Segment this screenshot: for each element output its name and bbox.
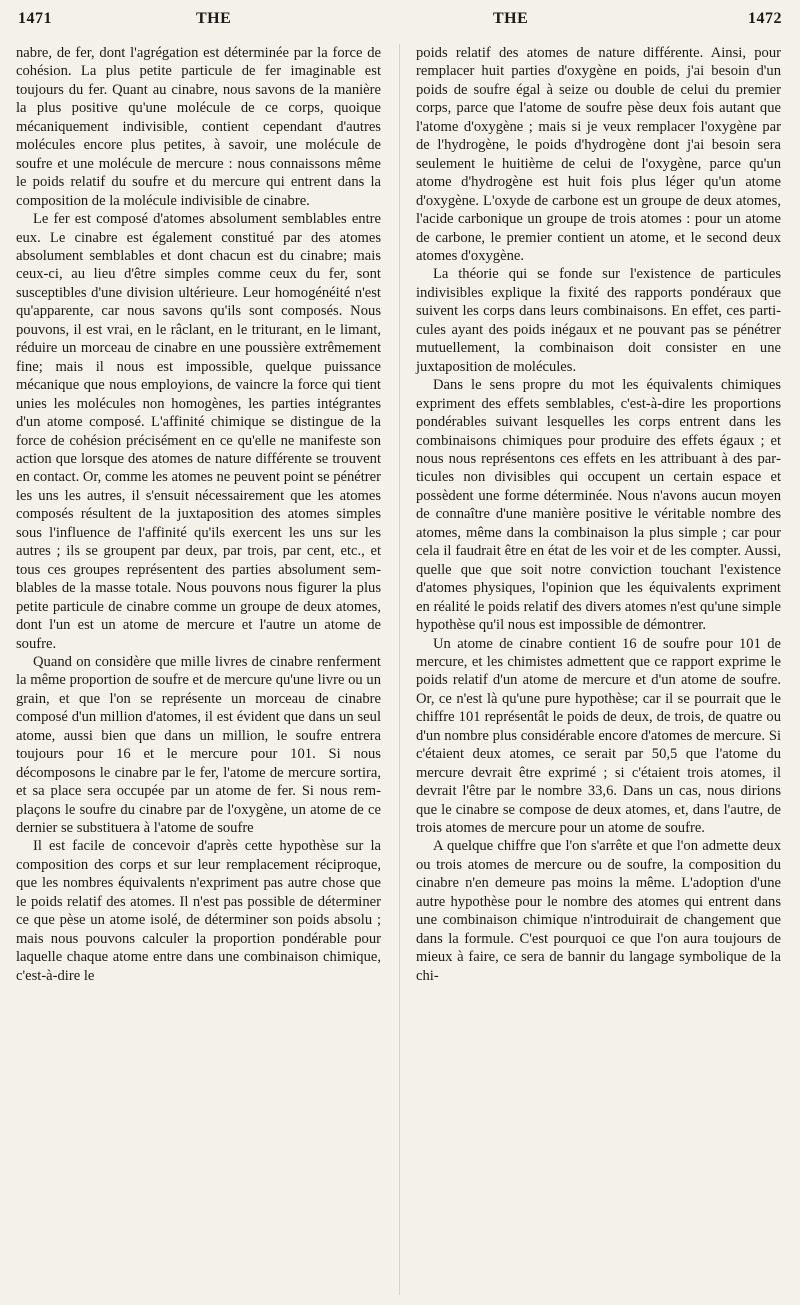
right-column	[416, 44, 781, 985]
paragraph: poids relatif des atomes de nature différente. Ainsi, pour remplacer huit parties d'oxygène en poids, j'ai besoin d'un poids de soufre égal à seize ou double de celui du premier corps, parce que l'atome de soufre pèse deux fois autant que l'atome d'oxygène ; mais si je veux remplacer l'oxygène par de l'hydrogène, le poids d'hydrogène dont j'ai besoin sera seulement le huitième de celui de l'oxygène, parce qu'un atome d'hydrogène est huit fois plus léger qu'un atome d'oxygène. L'oxyde de carbone est un groupe de deux atomes, l'acide carbonique un groupe de trois atomes : pour un atome de carbone, le premier contient un atome, et le second deux atomes d'oxygène.	[416, 45, 781, 264]
paragraph: Il est facile de concevoir d'après cette hypothèse sur la composition des corps et sur leur remplacement réciproque, que les nombres équivalents n'expriment pas autre chose que le poids relatif des atomes. Il n'est pas possible de déterminer ce que pèse un atome isolé, de déterminer son poids absolu ; mais nous pouvons calculer la proportion pondérable pour laquelle chaque atome entre dans une combinaison chimique, c'est-à-dire le	[16, 838, 381, 984]
left-running-title: THE	[196, 10, 232, 27]
right-running-title: THE	[493, 10, 529, 27]
left-page-number: 1471	[18, 10, 52, 27]
paragraph: nabre, de fer, dont l'agrégation est déterminée par la force de cohésion. La plus petite particule de fer imaginable est toujours du fer. Quant au cinabre, nous savons de la manière la plus positive qu'une molécule de ce corps, quoique mécaniquement indivisible, contient cependant d'autres molécules encore plus petites, à savoir, une molécule de soufre et une molécule de mercure : nous connaissons même le poids relatif du soufre et du mercure qui entrent dans la composition de la molécule indivisible de cinabre.	[16, 45, 381, 209]
paragraph: Un atome de cinabre contient 16 de soufre pour 101 de mercure, et les chimistes admettent que ce rapport exprime le poids relatif d'un atome de mercure et d'un atome de soufre. Or, ce n'est là qu'une pure hypothèse; car il se pourrait que le chiffre 101 représentât le poids de deux, de trois, de quatre ou d'un nombre plus considérable encore d'atomes de mercure. Si c'étaient deux atomes, ce serait par 50,5 que l'atome du mercure devrait être exprimé ; si c'étaient trois atomes, il devrait l'être par le nombre 33,6. Dans un cas, nous dirions que le cinabre se compose de deux atomes, et, dans l'autre, de trois atomes de mercure pour un atome de soufre.	[416, 635, 781, 837]
paragraph: La théorie qui se fonde sur l'existence de particules indivisibles explique la fixité des rapports pondéraux que suivent les corps dans leurs combinaisons. En effet, ces particules ayant des poids inégaux et ne pouvant pas se pénétrer mutuellement, la combinaison doit consister en une juxtaposition de molécules.	[416, 266, 781, 375]
left-column	[16, 44, 381, 985]
paragraph: A quelque chiffre que l'on s'arrête et que l'on admette deux ou trois atomes de mercure ou de soufre, la composition du cinabre n'en demeure pas moins la même. L'adoption d'une autre hypothèse pour le nombre des atomes qui entrent dans une combinaison chimique n'introduirait de changement que dans la formule. C'est pourquoi ce que l'on aura toujours de mieux à faire, ce sera de bannir du langage symbolique de la chi-	[416, 838, 781, 984]
paragraph: Le fer est composé d'atomes absolument semblables entre eux. Le cinabre est également constitué par des atomes absolument semblables et dont chacun est du cinabre; mais ceux-ci, au lieu d'être simples comme ceux du fer, sont susceptibles d'une division ultérieure. Leur homogénéité n'est qu'apparente, car nous savons qu'ils sont composés. Nous pouvons, il est vrai, en le râclant, en le triturant, en le limant, réduire un morceau de cinabre en une poussière extrêmement fine; mais il nous est impossible, quelque puissance mécanique que nous employions, de vaincre la force qui tient unies les molécules non homogènes, les parties intégrantes d'un atome composé. L'affinité chimique se distingue de la force de cohésion précisément en ce qu'elle ne manifeste son action que lorsque des atomes de nature différente se trouvent en contact. Or, comme les atomes ne peuvent point se pénétrer les uns les autres, il s'ensuit nécessairement que les atomes composés résultent de la juxtaposition des atomes simples sous l'influence de l'affinité qu'ils exercent les uns sur les autres ; ils se groupent par deux, par trois, par cent, etc., et tous ces groupes représentent des parties absolument semblables de la masse totale. Nous pouvons nous figurer la plus petite particule de cinabre comme un groupe de deux atomes, dont l'un est un atome de mercure et l'autre un atome de soufre.	[16, 211, 381, 652]
paragraph: Dans le sens propre du mot les équivalents chimiques expriment des effets semblables, c'est-à-dire les proportions pondérables suivant lesquelles les corps entrent dans les combinaisons chimiques pour produire des effets égaux ; et nous nous représentons ces effets en les attribuant à des particules non divisibles qui occupent un certain espace et possèdent une forme déterminée. Nous n'avons aucun moyen de connaître d'une manière positive le véritable nombre des atomes, même dans la combinaison la plus simple ; car pour cela il faudrait être en état de les voir et de les compter. Aussi, quelle que que soit notre conviction touchant l'existence d'atomes physiques, l'opinion que les équivalents expriment en réalité le poids relatif des divers atomes n'est qu'une simple hypothèse qu'il nous est impossible de démontrer.	[416, 377, 781, 634]
paragraph: Quand on considère que mille livres de cinabre renferment la même proportion de soufre et de mercure qu'une livre ou un grain, et que l'on se représente un morceau de cinabre composé d'un million d'atomes, il est évident que dans un seul atome, aussi bien que dans un million, le soufre entrera toujours pour 16 et le mercure pour 101. Si nous décomposons le cinabre par le fer, l'atome de mercure sortira, et sa place sera occupée par un atome de fer. Si nous remplaçons le soufre du cinabre par de l'oxygène, un atome de ce dernier se substituera à l'atome de soufre	[16, 653, 381, 837]
column-divider	[399, 44, 400, 1295]
running-header	[18, 10, 782, 34]
right-page-number: 1472	[748, 10, 782, 27]
